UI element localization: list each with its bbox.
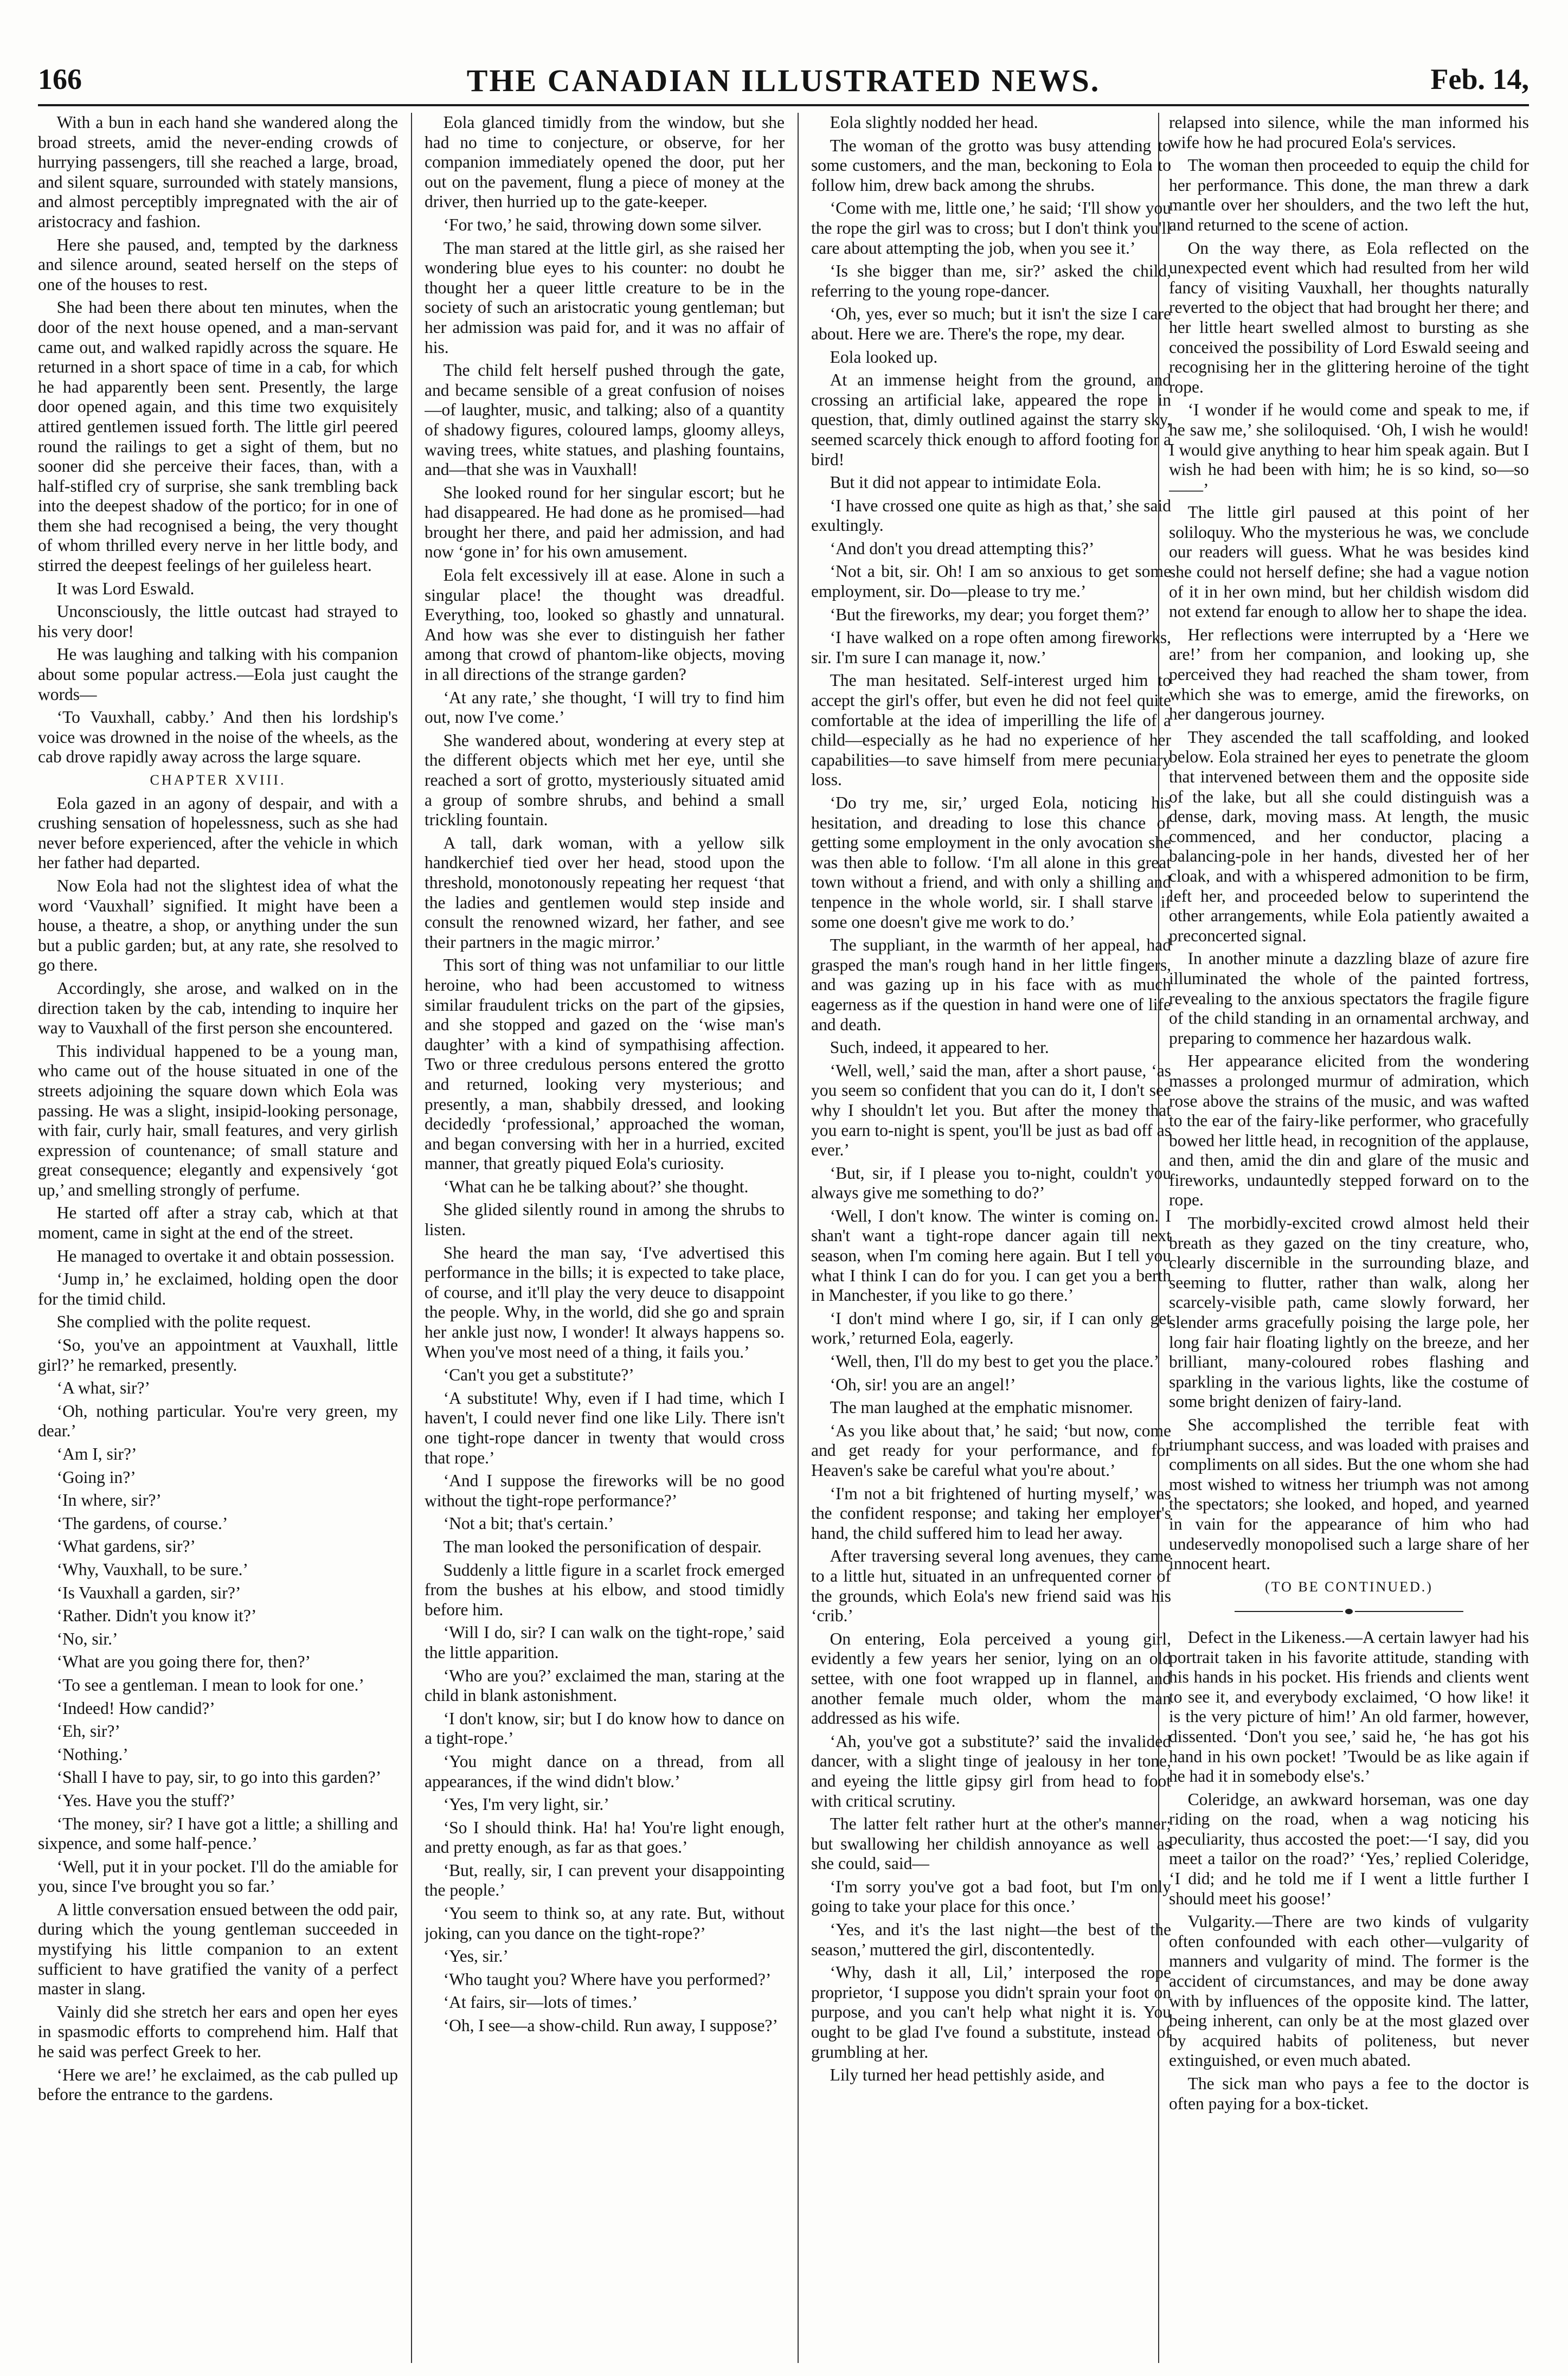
paragraph: The man laughed at the emphatic misnomer.: [830, 1398, 1133, 1417]
paragraph: ‘Shall I have to pay, sir, to go into this garden?’: [56, 1768, 382, 1787]
paragraph: The woman of the grotto was busy attending to some customers, and the man, beckoning to Eola to follow him, drew back among the shrubs.: [811, 136, 1171, 195]
paragraph: ‘To Vauxhall, cabby.’ And then his lordship's voice was drowned in the noise of the wheels, as the cab drove rapidly away across the large square.: [38, 708, 398, 767]
paragraph: She wandered about, wondering at every step at the different objects which met her eye, until she reached a sort of grotto, mysteriously situated amid a group of sombre shrubs, and behind a small trickling fountain.: [425, 730, 785, 830]
paragraph: ‘Nothing.’: [56, 1744, 128, 1764]
paragraph: relapsed into silence, while the man informed his wife how he had procured Eola's services.: [1169, 113, 1529, 152]
paragraph: ‘Well, I don't know. The winter is coming on. I shan't want a tight-rope dancer again till next season, when I'm coming here again. But I tell you what I think I can do for you. I can get you a berth in Manchester, if you like to go there.’: [811, 1206, 1171, 1305]
header-rule: [38, 104, 1529, 106]
paragraph: ‘A substitute! Why, even if I had time, which I haven't, I could never find one like Lily. There isn't one tight-rope dancer in twenty that would cross that rope.’: [425, 1388, 785, 1467]
paragraph: ‘Why, dash it all, Lil,’ interposed the rope proprietor, ‘I suppose you didn't sprain your foot on purpose, and you can't help what night it is. You ought to be glad I've found a substitute, instead of grumbling at her.: [811, 1963, 1171, 2062]
paragraph: The latter felt rather hurt at the other's manner; but swallowing her childish annoyance as well as she could, said—: [811, 1814, 1171, 1873]
paragraph: ‘Yes, sir.’: [443, 1947, 509, 1966]
column-divider: [798, 113, 799, 2363]
paragraph: ‘Well, put it in your pocket. I'll do the amiable for you, since I've brought you so far.’: [38, 1857, 398, 1896]
paragraph: ‘Yes, and it's the last night—the best of the season,’ muttered the girl, discontentedly.: [811, 1920, 1171, 1959]
paragraph: A tall, dark woman, with a yellow silk handkerchief tied over her head, stood upon the threshold, monotonously repeating her request ‘that the ladies and gentlemen would step inside and consult the renowned wizard, her father, and see their partners in the magic mirror.’: [425, 833, 785, 952]
paragraph: It was Lord Eswald.: [56, 579, 195, 598]
column-2: [425, 113, 785, 2368]
paragraph: He started off after a stray cab, which at that moment, came in sight at the end of the street.: [38, 1203, 398, 1243]
paragraph: The suppliant, in the warmth of her appeal, had grasped the man's rough hand in her little fingers, and was gazing up in his face with as much eagerness as if the question in hand were one of life and death.: [811, 935, 1171, 1034]
page-number: 166: [38, 63, 82, 95]
paragraph: ‘Oh, sir! you are an angel!’: [830, 1375, 1016, 1394]
paragraph: The morbidly-excited crowd almost held their breath as they gazed on the tiny creature, who, clearly discernible in the surrounding blaze, and seeming to flutter, rather than walk, along her scarcely-visible path, came slowly forward, her slender arms gracefully poising the large pole, her long fair hair floating lightly on the breeze, and her brilliant, many-coloured robes flashing and sparkling in the various lights, like the costume of some bright denizen of fairy-land.: [1169, 1213, 1529, 1411]
paragraph: ‘What can he be talking about?’ she thought.: [443, 1177, 749, 1196]
paragraph: Eola felt excessively ill at ease. Alone in such a singular place! the thought was dreadful. Everything, too, looked so ghastly and unnatural. And how was she ever to distinguish her father among that crowd of phantom-like objects, moving in all directions of the strange garden?: [425, 566, 785, 684]
paragraph: ‘No, sir.’: [56, 1629, 118, 1648]
paragraph: The man looked the personification of despair.: [443, 1537, 762, 1556]
paragraph: ‘At fairs, sir—lots of times.’: [443, 1993, 638, 2012]
paragraph: ‘Ah, you've got a substitute?’ said the invalided dancer, with a slight tinge of jealousy in her tone, and eyeing the little gipsy girl from head to foot with critical scrutiny.: [811, 1731, 1171, 1810]
paragraph: A little conversation ensued between the odd pair, during which the young gentleman succeeded in mystifying his little companion to an extent sufficient to have gratified the vanity of a perfect master in slang.: [38, 1899, 398, 1999]
paragraph: Suddenly a little figure in a scarlet frock emerged from the bushes at his elbow, and stood timidly before him.: [425, 1560, 785, 1619]
paragraph: The little girl paused at this point of her soliloquy. Who the mysterious he was, we conclude our readers will guess. What he was besides kind she could not herself define; she had a vague notion of it in her own mind, but her childish wisdom did not extend far enough to allow her to shape the idea.: [1169, 503, 1529, 621]
paragraph: ‘Who taught you? Where have you performed?’: [443, 1969, 772, 1989]
paragraph: ‘Well, well,’ said the man, after a short pause, ‘as you seem so confident that you can do it, I don't see why I shouldn't let you. But after the money that you earn to-night is spent, you'll be just as bad off as ever.’: [811, 1061, 1171, 1160]
column-3: [811, 113, 1171, 2368]
paragraph: ‘I don't know, sir; but I do know how to dance on a tight-rope.’: [425, 1709, 785, 1748]
paragraph: ‘But, sir, if I please you to-night, couldn't you always give me something to do?’: [811, 1163, 1171, 1203]
paragraph: ‘I don't mind where I go, sir, if I can only get work,’ returned Eola, eagerly.: [811, 1308, 1171, 1348]
paragraph: ‘I have crossed one quite as high as that,’ she said exultingly.: [811, 496, 1171, 535]
paragraph: ‘A what, sir?’: [56, 1378, 150, 1398]
paragraph: ‘I wonder if he would come and speak to me, if he saw me,’ she soliloquised. ‘Oh, I wish he would! I would give anything to hear him speak again. But I wish he had been with him; he is so kind, so—so——’: [1169, 400, 1529, 499]
paragraph: ‘Can't you get a substitute?’: [443, 1365, 634, 1385]
paragraph: ‘What are you going there for, then?’: [56, 1652, 311, 1672]
paragraph: ‘I'm sorry you've got a bad foot, but I'm only going to take your place for this once.’: [811, 1877, 1171, 1916]
page-header: [38, 62, 1529, 97]
paragraph: ‘Rather. Didn't you know it?’: [56, 1606, 257, 1626]
paragraph: ‘Oh, I see—a show-child. Run away, I suppose?’: [443, 2016, 778, 2035]
paragraph: Such, indeed, it appeared to her.: [830, 1038, 1049, 1057]
paragraph: In another minute a dazzling blaze of azure fire illuminated the whole of the painted fortress, revealing to the anxious spectators the fragile figure of the child standing in an ornamental archway, and preparing to commence her hazardous walk.: [1169, 949, 1529, 1048]
paragraph: She complied with the polite request.: [56, 1312, 311, 1332]
paragraph: ‘Who are you?’ exclaimed the man, staring at the child in blank astonishment.: [425, 1666, 785, 1705]
paragraph: ‘Yes. Have you the stuff?’: [56, 1790, 236, 1810]
column-divider: [411, 113, 412, 2363]
paragraph: After traversing several long avenues, they came to a little hut, situated in an unfrequented corner of the grounds, which Eola's new friend said was his ‘crib.’: [811, 1546, 1171, 1626]
paragraph: ‘To see a gentleman. I mean to look for one.’: [56, 1675, 364, 1694]
paragraph: ‘I have walked on a rope often among fireworks, sir. I'm sure I can manage it, now.’: [811, 628, 1171, 667]
paragraph: They ascended the tall scaffolding, and looked below. Eola strained her eyes to penetrate the gloom that intervened between them and the opposite side of the lake, but all she could distinguish was a dense, dark, moving mass. At length, the music commenced, and her conductor, placing a balancing-pole in her hands, divested her of her cloak, and with a whispered admonition to be firm, left her, and proceeded below to superintend the other arrangements, while Eola patiently awaited a preconcerted signal.: [1169, 727, 1529, 945]
paragraph: ‘Jump in,’ he exclaimed, holding open the door for the timid child.: [38, 1269, 398, 1308]
paragraph: ‘Oh, nothing particular. You're very green, my dear.’: [38, 1401, 398, 1441]
paragraph: ‘You seem to think so, at any rate. But, without joking, can you dance on the tight-rope?’: [425, 1904, 785, 1943]
paragraph: The man hesitated. Self-interest urged him to accept the girl's offer, but even he did not feel quite comfortable at the idea of imperilling the life of a child—especially as he had no experience of her capabilities—to save himself from mere pecuniary loss.: [811, 671, 1171, 789]
paragraph: ‘And I suppose the fireworks will be no good without the tight-rope performance?’: [425, 1471, 785, 1510]
paragraph: The child felt herself pushed through the gate, and became sensible of a great confusion of noises—of laughter, music, and talking; also of a quantity of shadowy figures, coloured lamps, gloomy alleys, waving trees, white statues, and plashing fountains, and—that she was in Vauxhall!: [425, 361, 785, 479]
paragraph: Her reflections were interrupted by a ‘Here we are!’ from her companion, and looking up, she perceived they had reached the sham tower, from which she was to emerge, amid the fireworks, on her dangerous journey.: [1169, 625, 1529, 724]
paragraph: ‘As you like about that,’ he said; ‘but now, come and get ready for your performance, and for Heaven's sake be careful what you're about.’: [811, 1421, 1171, 1480]
paragraph: ‘The gardens, of course.’: [56, 1513, 228, 1533]
paragraph: This sort of thing was not unfamiliar to our little heroine, who had been accustomed to witness similar fraudulent tricks on the part of the gipsies, and she stopped and gazed on the ‘wise man's daughter’ with a kind of sympathising affection. Two or three credulous persons entered the grotto and returned, looking very mysterious; and presently, a man, shabbily dressed, and looking decidedly ‘professional,’ approached the woman, and began conversing with her in a hurried, excited manner, that greatly piqued Eola's curiosity.: [425, 955, 785, 1173]
paragraph: ‘At any rate,’ she thought, ‘I will try to find him out, now I've come.’: [425, 688, 785, 727]
paragraph: On entering, Eola perceived a young girl, evidently a few years her senior, lying on an old settee, with one foot wrapped up in flannel, and another female much older, whom the man addressed as his wife.: [811, 1629, 1171, 1728]
paragraph: She accomplished the terrible feat with triumphant success, and was loaded with praises and compliments on all sides. But the one whom she had most wished to witness her triumph was not among the spectators; she looked, and hoped, and yearned in vain for the appearance of him who had undeservedly monopolised such a large share of her innocent heart.: [1169, 1415, 1529, 1574]
paragraph: The man stared at the little girl, as she raised her wondering blue eyes to his counter: no doubt he thought her a queer little creature to be in the society of such an aristocratic young gentleman; but her admission was paid for, and it was no affair of his.: [425, 238, 785, 357]
paragraph: He managed to overtake it and obtain possession.: [56, 1246, 395, 1266]
paragraph: ‘You might dance on a thread, from all appearances, if the wind didn't blow.’: [425, 1751, 785, 1791]
paragraph: ‘Here we are!’ he exclaimed, as the cab pulled up before the entrance to the gardens.: [38, 2065, 398, 2104]
paragraph: ‘Am I, sir?’: [56, 1444, 137, 1463]
column-1: [38, 113, 398, 2368]
paragraph: But it did not appear to intimidate Eola.: [830, 473, 1102, 492]
paragraph: She glided silently round in among the shrubs to listen.: [425, 1200, 785, 1240]
paragraph: ‘Do try me, sir,’ urged Eola, noticing his hesitation, and dreading to lose this chance of getting some employment in the only avocation she was then able to follow. ‘I'm all alone in this great town without a friend, and with only a shilling and tenpence in the whole world, sir. I shall starve if some one doesn't give me work to do.’: [811, 793, 1171, 932]
paragraph: The sick man who pays a fee to the doctor is often paying for a box-ticket.: [1169, 2074, 1529, 2113]
paragraph: Eola looked up.: [830, 347, 938, 367]
paragraph: Vainly did she stretch her ears and open her eyes in spasmodic efforts to comprehend him. Half that he said was perfect Greek to her.: [38, 2002, 398, 2062]
paragraph: ‘Why, Vauxhall, to be sure.’: [56, 1559, 249, 1579]
paragraph: She heard the man say, ‘I've advertised this performance in the bills; it is expected to take place, of course, and it'll play the very deuce to disappoint the people. Why, in the world, did she go and sprain her ankle just now, I wonder! It always happens so. When you've most need of a thing, it fails you.’: [425, 1243, 785, 1362]
chapter-heading: CHAPTER XVIII.: [150, 772, 286, 788]
paragraph: ‘What gardens, sir?’: [56, 1537, 196, 1556]
paragraph: ‘Not a bit; that's certain.’: [443, 1514, 614, 1533]
paragraph: Lily turned her head pettishly aside, and: [830, 2065, 1105, 2085]
paragraph: At an immense height from the ground, and crossing an artificial lake, appeared the rope in question, that, dimly outlined against the starry sky, seemed scarcely thick enough to afford footing for a bird!: [811, 370, 1171, 469]
paragraph: Eola glanced timidly from the window, but she had no time to conjecture, or observe, for her companion immediately opened the door, put her out on the pavement, flung a piece of money at the driver, then hurried up to the gate-keeper.: [425, 113, 785, 211]
paragraph: This individual happened to be a young man, who came out of the house situated in one of the streets adjoining the square down which Eola was passing. He was a slight, insipid-looking personage, with fair, curly hair, small features, and very girlish expression of countenance; of small stature and great consequence; elegantly and expensively ‘got up,’ and smelling strongly of perfume.: [38, 1041, 398, 1199]
paragraph: He was laughing and talking with his companion about some popular actress.—Eola just caught the words—: [38, 645, 398, 704]
issue-date: Feb. 14,: [1430, 63, 1529, 95]
paragraph: Vulgarity.—There are two kinds of vulgarity often confounded with each other—vulgarity of manners and vulgarity of mind. The former is the accident of circumstances, and may be done away with by influences of the opposite kind. The latter, being inherent, can only be at the most glazed over by acquired habits of politeness, but never extinguished, or even much abated.: [1169, 1912, 1529, 2070]
paragraph: ‘Is Vauxhall a garden, sir?’: [56, 1583, 241, 1602]
paragraph: Her appearance elicited from the wondering masses a prolonged murmur of admiration, which rose above the strains of the music, and was wafted to the ear of the fairy-like performer, who gracefully bowed her little head, in recognition of the applause, and then, amid the din and glare of the music and fireworks, undauntedly stepped forward on to the rope.: [1169, 1051, 1529, 1210]
paragraph: ‘The money, sir? I have got a little; a shilling and sixpence, and some half-pence.’: [38, 1814, 398, 1853]
paragraph: Eola gazed in an agony of despair, and with a crushing sensation of hopelessness, such as she had never before experienced, after the vehicle in which her father had departed.: [38, 793, 398, 872]
paragraph: ‘Going in?’: [56, 1467, 136, 1487]
paragraph: ‘But, really, sir, I can prevent your disappointing the people.’: [425, 1860, 785, 1900]
paragraph: Defect in the Likeness.—A certain lawyer had his portrait taken in his favorite attitude, standing with his hands in his pocket. His friends and clients went to see it, and everybody exclaimed, ‘O how like! it is the very picture of him!’ An old farmer, however, dissented. ‘Don't you see,’ said he, ‘he has got his hand in his own pocket! ’Twould be as like again if he had it in somebody else's.’: [1169, 1627, 1529, 1786]
column-4: [1169, 113, 1529, 2368]
masthead-title: THE CANADIAN ILLUSTRATED NEWS.: [466, 63, 1101, 98]
paragraph: ‘Well, then, I'll do my best to get you the place.’: [830, 1352, 1160, 1371]
paragraph: ‘Not a bit, sir. Oh! I am so anxious to get some employment, sir. Do—please to try me.’: [811, 562, 1171, 601]
paragraph: Unconsciously, the little outcast had strayed to his very door!: [38, 602, 398, 641]
paragraph: Now Eola had not the slightest idea of what the word ‘Vauxhall’ signified. It might have been a house, a theatre, a shop, or anything under the sun but a public garden; but, at any rate, she resolved to go there.: [38, 876, 398, 975]
paragraph: Accordingly, she arose, and walked on in the direction taken by the cab, intending to inquire her way to Vauxhall of the first person she encountered.: [38, 978, 398, 1038]
paragraph: ‘Oh, yes, ever so much; but it isn't the size I care about. Here we are. There's the rope, my dear.: [811, 304, 1171, 343]
paragraph: Coleridge, an awkward horseman, was one day riding on the road, when a wag noticing his peculiarity, thus accosted the poet:—‘I say, did you meet a tailor on the road?’ ‘Yes,’ replied Coleridge, ‘I did; and he told me if I went a little further I should meet his goose!’: [1169, 1789, 1529, 1908]
paragraph: ‘Indeed! How candid?’: [56, 1698, 215, 1718]
paragraph: The woman then proceeded to equip the child for her performance. This done, the man threw a dark mantle over her shoulders, and the two left the hut, and returned to the scene of action.: [1169, 156, 1529, 234]
paragraph: ‘Will I do, sir? I can walk on the tight-rope,’ said the little apparition.: [425, 1623, 785, 1662]
paragraph: On the way there, as Eola reflected on the unexpected event which had resulted from her wild fancy of visiting Vauxhall, her thoughts naturally reverted to the object that had brought her there; and her little heart swelled almost to bursting as she conceived the possibility of Lord Eswald seeing and recognising her in the glittering heroine of the tight rope.: [1169, 238, 1529, 396]
paragraph: ‘So, you've an appointment at Vauxhall, little girl?’ he remarked, presently.: [38, 1335, 398, 1375]
section-divider-ornament: [1169, 1600, 1529, 1620]
paragraph: ‘But the fireworks, my dear; you forget them?’: [830, 605, 1151, 624]
paragraph: With a bun in each hand she wandered along the broad streets, amid the never-ending crowds of hurrying passengers, till she reached a large, broad, and silent square, surrounded with stately mansions, and almost perceptibly impregnated with the air of aristocracy and fashion.: [38, 113, 398, 231]
paragraph: ‘And don't you dread attempting this?’: [830, 538, 1095, 558]
paragraph: ‘Yes, I'm very light, sir.’: [443, 1795, 609, 1814]
paragraph: ‘Is she bigger than me, sir?’ asked the child, referring to the young rope-dancer.: [811, 261, 1171, 300]
paragraph: ‘I'm not a bit frightened of hurting myself,’ was the confident response; and taking her employer's hand, the child suffered him to lead her away.: [811, 1484, 1171, 1543]
paragraph: ‘So I should think. Ha! ha! You're light enough, and pretty enough, as far as that goes.’: [425, 1818, 785, 1857]
paragraph: ‘Eh, sir?’: [56, 1722, 120, 1741]
paragraph: She looked round for her singular escort; but he had disappeared. He had done as he promised—had brought her there, and paid her admission, and had now ‘gone in’ for his own amusement.: [425, 483, 785, 562]
paragraph: Eola slightly nodded her head.: [830, 113, 1038, 132]
paragraph: Here she paused, and, tempted by the darkness and silence around, seated herself on the steps of one of the houses to rest.: [38, 235, 398, 294]
to-be-continued: (TO BE CONTINUED.): [1265, 1578, 1433, 1595]
paragraph: ‘For two,’ he said, throwing down some silver.: [443, 215, 762, 234]
paragraph: ‘Come with me, little one,’ he said; ‘I'll show you the rope the girl was to cross; but I don't think you'll care about attempting the job, when you see it.’: [811, 198, 1171, 258]
paragraph: She had been there about ten minutes, when the door of the next house opened, and a man-servant came out, and walked rapidly across the square. He returned in a short space of time in a cab, for which he had apparently been sent. Presently, the large door opened again, and this time two exquisitely attired gentlemen issued forth. The little girl peered round the railings to get a sight of them, but no sooner did she perceive their faces, than, with a half-stifled cry of surprise, she sank trembling back into the deepest shadow of the portico; for in one of them she had recognised a being, the very thought of whom thrilled every nerve in her little body, and stirred the deepest feelings of her guileless heart.: [38, 298, 398, 575]
paragraph: ‘In where, sir?’: [56, 1491, 162, 1510]
